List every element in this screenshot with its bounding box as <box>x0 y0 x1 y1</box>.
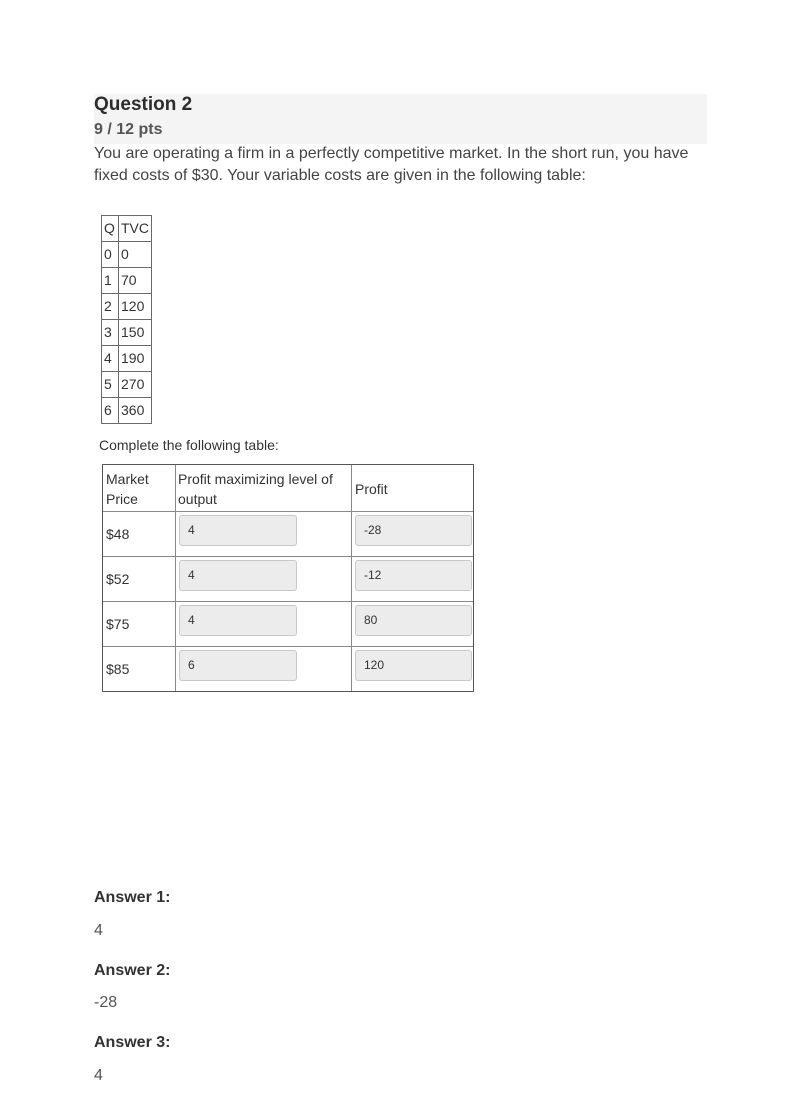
cell-q: 1 <box>102 268 119 294</box>
table-row <box>102 320 152 346</box>
table-row <box>102 294 152 320</box>
cell-tvc: 150 <box>119 320 152 346</box>
market-price: $48 <box>106 526 130 542</box>
answer-3-label: Answer 3: <box>94 1034 171 1051</box>
answer-grid <box>102 464 474 692</box>
output-answer-box[interactable]: 4 <box>179 560 297 591</box>
header-output-line2: output <box>178 491 217 507</box>
header-price-line1: Market <box>106 471 149 487</box>
cell-q: 5 <box>102 372 119 398</box>
cell-tvc: 190 <box>119 346 152 372</box>
cell-q: 0 <box>102 242 119 268</box>
answer-1-label: Answer 1: <box>94 889 171 906</box>
output-answer-box[interactable]: 4 <box>179 605 297 636</box>
answer-2-label: Answer 2: <box>94 962 171 979</box>
question-text: You are operating a firm in a perfectly competitive market. In the short run, you have fixed costs of $30. Your variable costs are given in the following table: <box>94 145 689 184</box>
cell-tvc: 270 <box>119 372 152 398</box>
cell-tvc: 360 <box>119 398 152 424</box>
question-points: 9 / 12 pts <box>94 121 163 138</box>
table-row <box>103 557 473 602</box>
question-title: Question 2 <box>94 94 193 115</box>
header-q: Q <box>102 216 119 242</box>
profit-answer-box[interactable]: -28 <box>355 515 472 546</box>
cell-tvc: 70 <box>119 268 152 294</box>
table-row <box>103 647 473 692</box>
header-output-line1: Profit maximizing level of <box>178 471 333 487</box>
table-row <box>103 512 473 557</box>
header-market-price <box>106 469 149 509</box>
profit-answer-box[interactable]: 80 <box>355 605 472 636</box>
table-row <box>102 346 152 372</box>
grid-header-row <box>103 465 473 512</box>
table-row <box>102 372 152 398</box>
tvc-table <box>101 215 152 424</box>
cell-q: 4 <box>102 346 119 372</box>
answer-2-value: -28 <box>94 994 118 1011</box>
header-tvc: TVC <box>119 216 152 242</box>
profit-answer-box[interactable]: 120 <box>355 650 472 681</box>
market-price: $75 <box>106 616 130 632</box>
table-row <box>102 268 152 294</box>
header-price-line2: Price <box>106 491 138 507</box>
table-header-row <box>102 216 152 242</box>
answer-3-value: 4 <box>94 1067 103 1084</box>
market-price: $85 <box>106 661 130 677</box>
cell-q: 6 <box>102 398 119 424</box>
header-profit: Profit <box>355 481 388 497</box>
profit-answer-box[interactable]: -12 <box>355 560 472 591</box>
header-output <box>178 469 333 509</box>
cell-tvc: 120 <box>119 294 152 320</box>
table-row <box>102 398 152 424</box>
cell-q: 3 <box>102 320 119 346</box>
cell-q: 2 <box>102 294 119 320</box>
cell-tvc: 0 <box>119 242 152 268</box>
output-answer-box[interactable]: 6 <box>179 650 297 681</box>
answer-1-value: 4 <box>94 922 103 939</box>
complete-table-caption: Complete the following table: <box>99 437 279 453</box>
table-row <box>102 242 152 268</box>
table-row <box>103 602 473 647</box>
market-price: $52 <box>106 571 130 587</box>
output-answer-box[interactable]: 4 <box>179 515 297 546</box>
